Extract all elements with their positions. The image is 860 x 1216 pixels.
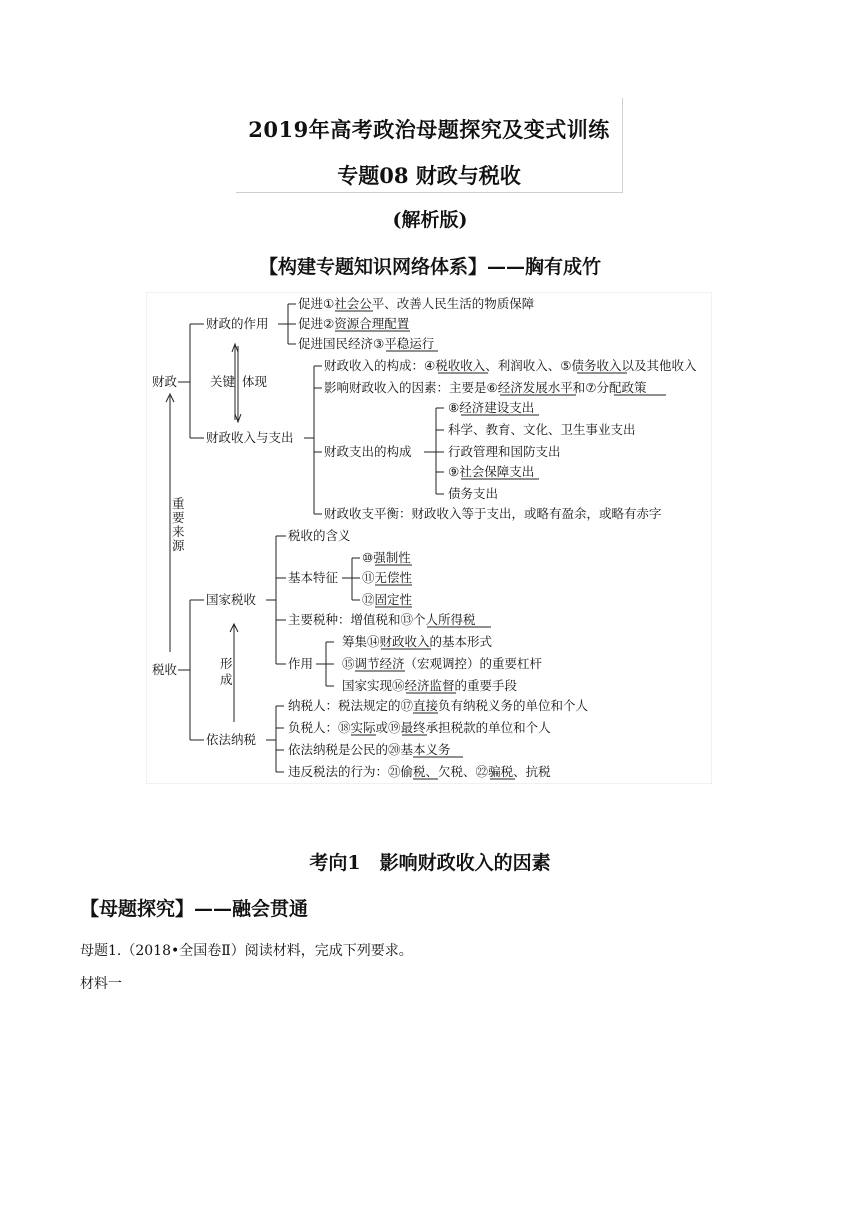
label-yao: 要: [172, 510, 185, 525]
zhichu-item-2: 科学、教育、文化、卫生事业支出: [448, 422, 636, 437]
nashui-item-2: 负税人：⑱实际或⑲最终承担税款的单位和个人: [288, 720, 551, 735]
yinsu-line: 影响财政收入的因素：主要是⑥经济发展水平和⑦分配政策: [324, 380, 647, 395]
zuoyong-item-3: 促进国民经济③平稳运行: [298, 336, 435, 351]
section-heading: 【母题探究】——融会贯通: [80, 898, 309, 920]
node-shouru-zhichu: 财政收入与支出: [206, 430, 294, 445]
node-yifa-nashui: 依法纳税: [206, 732, 257, 747]
section-title: 考向1 影响财政收入的因素: [309, 852, 551, 874]
tezheng-item-1: ⑩强制性: [362, 550, 411, 565]
label-guanjian: 关键: [210, 374, 236, 389]
nashui-item-3: 依法纳税是公民的⑳基本义务: [288, 742, 451, 757]
node-jiben-tezheng: 基本特征: [288, 570, 339, 585]
node-guojia-shuishou: 国家税收: [206, 592, 257, 607]
zuoyong2-item-1: 筹集⑭财政收入的基本形式: [342, 634, 493, 649]
zhichu-item-5: 债务支出: [448, 486, 499, 501]
label-tixian: 体现: [242, 374, 268, 389]
zhichu-item-4: ⑨社会保障支出: [448, 464, 535, 479]
label-zhong: 重: [172, 496, 185, 511]
label-xing: 形: [220, 656, 233, 671]
shuizhong-line: 主要税种：增值税和⑬个人所得税: [288, 612, 476, 627]
label-cheng: 成: [220, 672, 233, 687]
zhichu-item-3: 行政管理和国防支出: [448, 444, 561, 459]
node-zhichu-goucheng: 财政支出的构成: [324, 444, 412, 459]
knowledge-network-diagram: [146, 292, 712, 784]
hanyi-line: 税收的含义: [288, 528, 351, 543]
zuoyong2-item-3: 国家实现⑯经济监督的重要手段: [342, 678, 518, 693]
node-zuoyong2: 作用: [288, 656, 314, 671]
nashui-item-4: 违反税法的行为：㉑偷税、欠税、㉒骗税、抗税: [288, 764, 551, 779]
zuoyong-item-1: 促进①社会公平、改善人民生活的物质保障: [298, 296, 535, 311]
network-heading: 【构建专题知识网络体系】——胸有成竹: [258, 256, 601, 278]
tezheng-item-3: ⑫固定性: [362, 592, 413, 607]
label-yuan: 源: [172, 538, 185, 553]
goucheng-line: 财政收入的构成：④税收收入、利润收入、⑤债务收入以及其他收入: [324, 358, 697, 373]
nashui-item-1: 纳税人：税法规定的⑰直接负有纳税义务的单位和个人: [288, 698, 589, 713]
tezheng-item-2: ⑪无偿性: [362, 570, 413, 585]
node-caizheng: 财政: [152, 374, 178, 389]
document-title: 2019年高考政治母题探究及变式训练: [248, 117, 610, 142]
node-shuishou: 税收: [152, 662, 178, 677]
node-zuoyong: 财政的作用: [206, 316, 269, 331]
question-intro: 母题1.（2018•全国卷Ⅱ）阅读材料，完成下列要求。: [80, 943, 413, 959]
document-subtitle: 专题08 财政与税收: [337, 163, 521, 188]
material-label: 材料一: [80, 976, 122, 992]
label-lai: 来: [172, 524, 185, 539]
zhichu-item-1: ⑧经济建设支出: [448, 400, 535, 415]
edition-label: (解析版): [392, 209, 468, 231]
pingheng-line: 财政收支平衡：财政收入等于支出，或略有盈余，或略有赤字: [324, 506, 662, 521]
zuoyong2-item-2: ⑮调节经济（宏观调控）的重要杠杆: [342, 656, 543, 671]
zuoyong-item-2: 促进②资源合理配置: [298, 316, 410, 331]
